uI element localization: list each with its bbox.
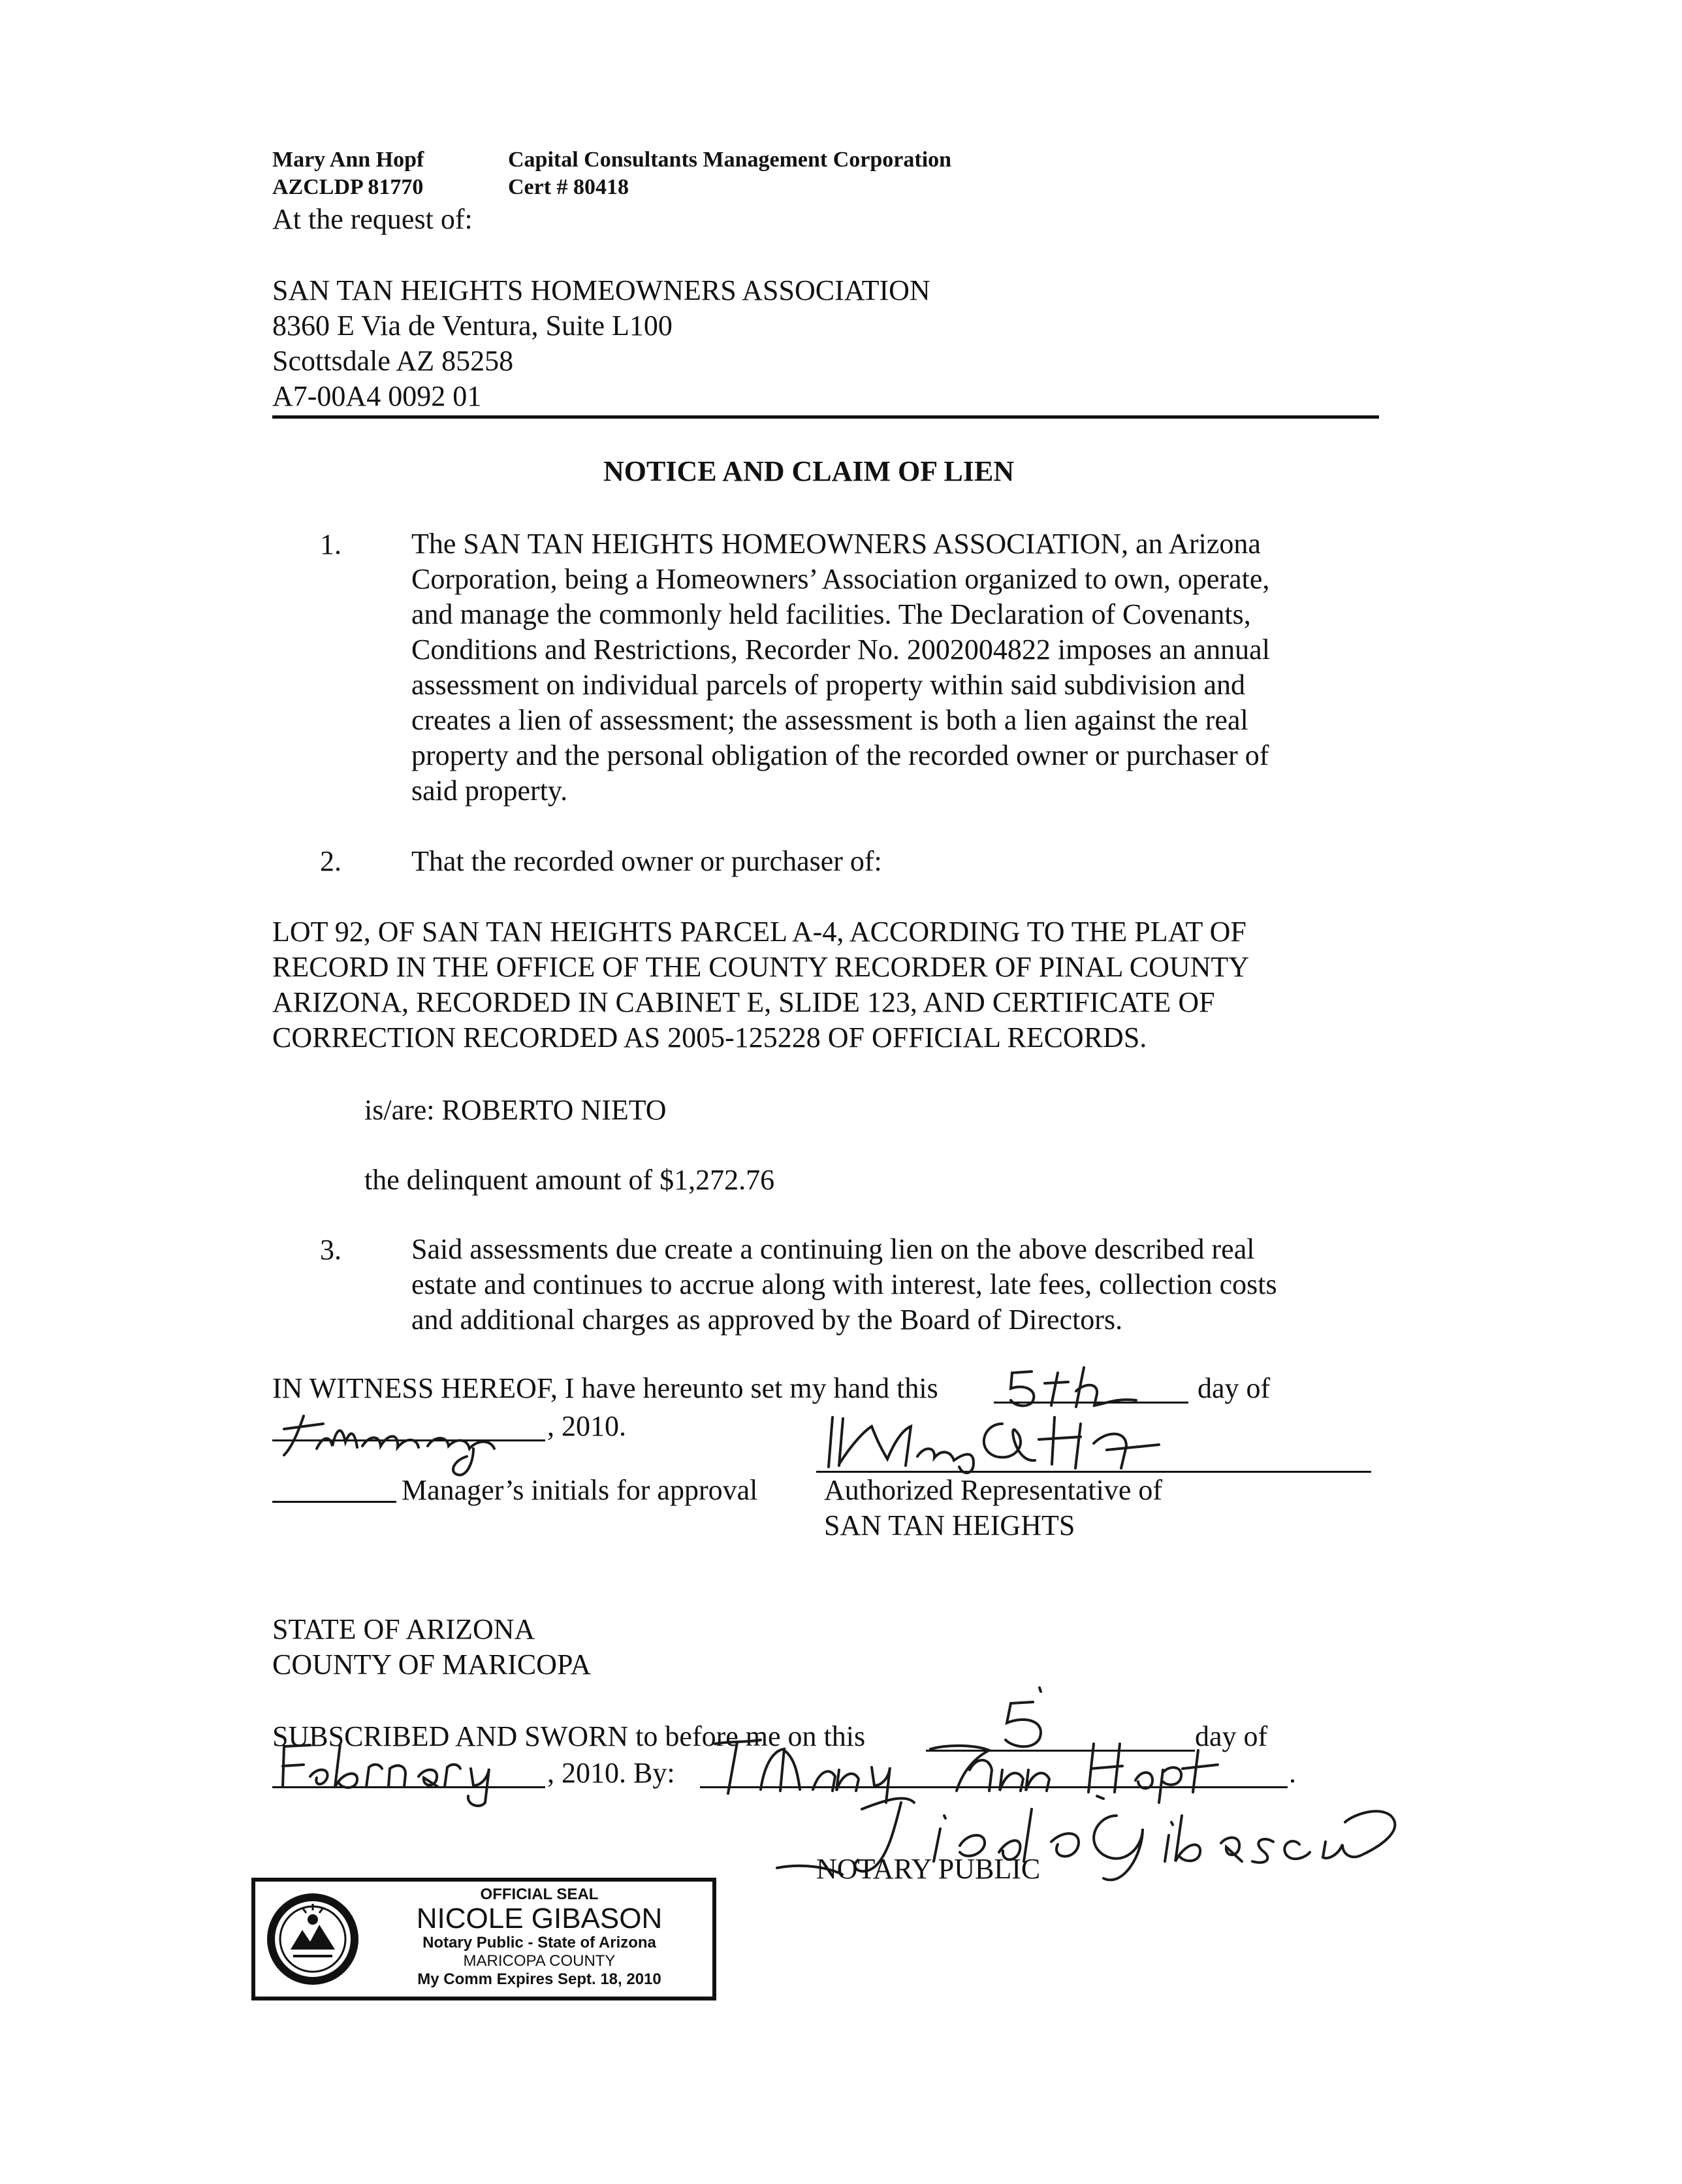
amount-line: the delinquent amount of $1,272.76 (364, 1164, 775, 1196)
seal-line-name: NICOLE GIBASON (416, 1903, 663, 1935)
rep-label: Authorized Representative of (824, 1474, 1163, 1506)
header-divider (272, 415, 1379, 419)
item-1-line: property and the personal obligation of the recorded owner or purchaser of (411, 739, 1269, 771)
document-title: NOTICE AND CLAIM OF LIEN (603, 455, 1015, 487)
notary-public-label: NOTARY PUBLIC (816, 1853, 1041, 1885)
sworn-year-by: , 2010. By: (547, 1757, 675, 1789)
witness-text: IN WITNESS HEREOF, I have hereunto set my hand this (272, 1372, 938, 1404)
handwritten-witness-month (278, 1409, 552, 1485)
item-2-number: 2. (320, 845, 341, 877)
item-1-line: assessment on individual parcels of property within said subdivision and (411, 669, 1246, 701)
sworn-period: . (1289, 1757, 1296, 1789)
preparer-name: Mary Ann Hopf (272, 148, 424, 172)
sworn-text: SUBSCRIBED AND SWORN to before me on this (272, 1720, 866, 1752)
company-cert: Cert # 80418 (508, 175, 629, 199)
handwritten-rep-signature (819, 1404, 1211, 1479)
witness-day-label: day of (1198, 1372, 1271, 1404)
item-1-number: 1. (320, 528, 341, 560)
item-1-line: The SAN TAN HEIGHTS HOMEOWNERS ASSOCIATION, an Arizona (411, 528, 1261, 560)
legal-line: RECORD IN THE OFFICE OF THE COUNTY RECORDER OF PINAL COUNTY (272, 951, 1250, 983)
legal-description (272, 914, 1249, 1055)
company-name: Capital Consultants Management Corporation (508, 148, 952, 172)
item-1-line: Corporation, being a Homeowners’ Association organized to own, operate, (411, 563, 1270, 595)
item-1-line: creates a lien of assessment; the assessment is both a lien against the real (411, 704, 1248, 736)
association-name: SAN TAN HEIGHTS HOMEOWNERS ASSOCIATION (272, 274, 930, 306)
rep-org: SAN TAN HEIGHTS (824, 1509, 1075, 1541)
manager-initials-line (272, 1501, 396, 1503)
handwritten-sworn-month (278, 1737, 552, 1812)
seal-line-title: Notary Public - State of Arizona (422, 1934, 656, 1951)
item-3-number: 3. (320, 1234, 341, 1266)
witness-year: , 2010. (547, 1410, 626, 1442)
seal-line-county: MARICOPA COUNTY (463, 1952, 616, 1970)
association-account: A7-00A4 0092 01 (272, 380, 482, 412)
legal-line: LOT 92, OF SAN TAN HEIGHTS PARCEL A-4, ACCORDING TO THE PLAT OF (272, 916, 1246, 948)
item-1-line: Conditions and Restrictions, Recorder No. 2002004822 imposes an annual (411, 634, 1270, 666)
association-street: 8360 E Via de Ventura, Suite L100 (272, 310, 673, 342)
arizona-state-seal-icon (264, 1891, 361, 1987)
item-3-line: and additional charges as approved by the Board of Directors. (411, 1304, 1123, 1336)
legal-line: ARIZONA, RECORDED IN CABINET E, SLIDE 123, AND CERTIFICATE OF (272, 986, 1215, 1018)
association-city: Scottsdale AZ 85258 (272, 345, 514, 377)
county-line: COUNTY OF MARICOPA (272, 1648, 592, 1680)
sworn-day-label: day of (1195, 1720, 1268, 1752)
owner-line: is/are: ROBERTO NIETO (364, 1094, 667, 1126)
item-3-line: estate and continues to accrue along with interest, late fees, collection costs (411, 1268, 1277, 1300)
preparer-license: AZCLDP 81770 (272, 175, 424, 199)
item-3-line: Said assessments due create a continuing lien on the above described real (411, 1233, 1255, 1265)
item-1-line: and manage the commonly held facilities. The Declaration of Covenants, (411, 598, 1251, 630)
request-line: At the request of: (272, 203, 473, 235)
seal-line-expiry: My Comm Expires Sept. 18, 2010 (417, 1970, 661, 1988)
seal-text (376, 1886, 703, 1989)
item-1-text (411, 526, 1270, 809)
seal-line-official: OFFICIAL SEAL (480, 1886, 599, 1903)
item-1-line: said property. (411, 775, 568, 807)
state-line: STATE OF ARIZONA (272, 1613, 535, 1645)
notary-seal-stamp (251, 1878, 716, 2000)
legal-line: CORRECTION RECORDED AS 2005-125228 OF OFFICIAL RECORDS. (272, 1021, 1147, 1053)
item-3-text (411, 1232, 1277, 1338)
manager-initials-label: Manager’s initials for approval (402, 1474, 758, 1506)
item-2-text: That the recorded owner or purchaser of: (411, 845, 882, 877)
